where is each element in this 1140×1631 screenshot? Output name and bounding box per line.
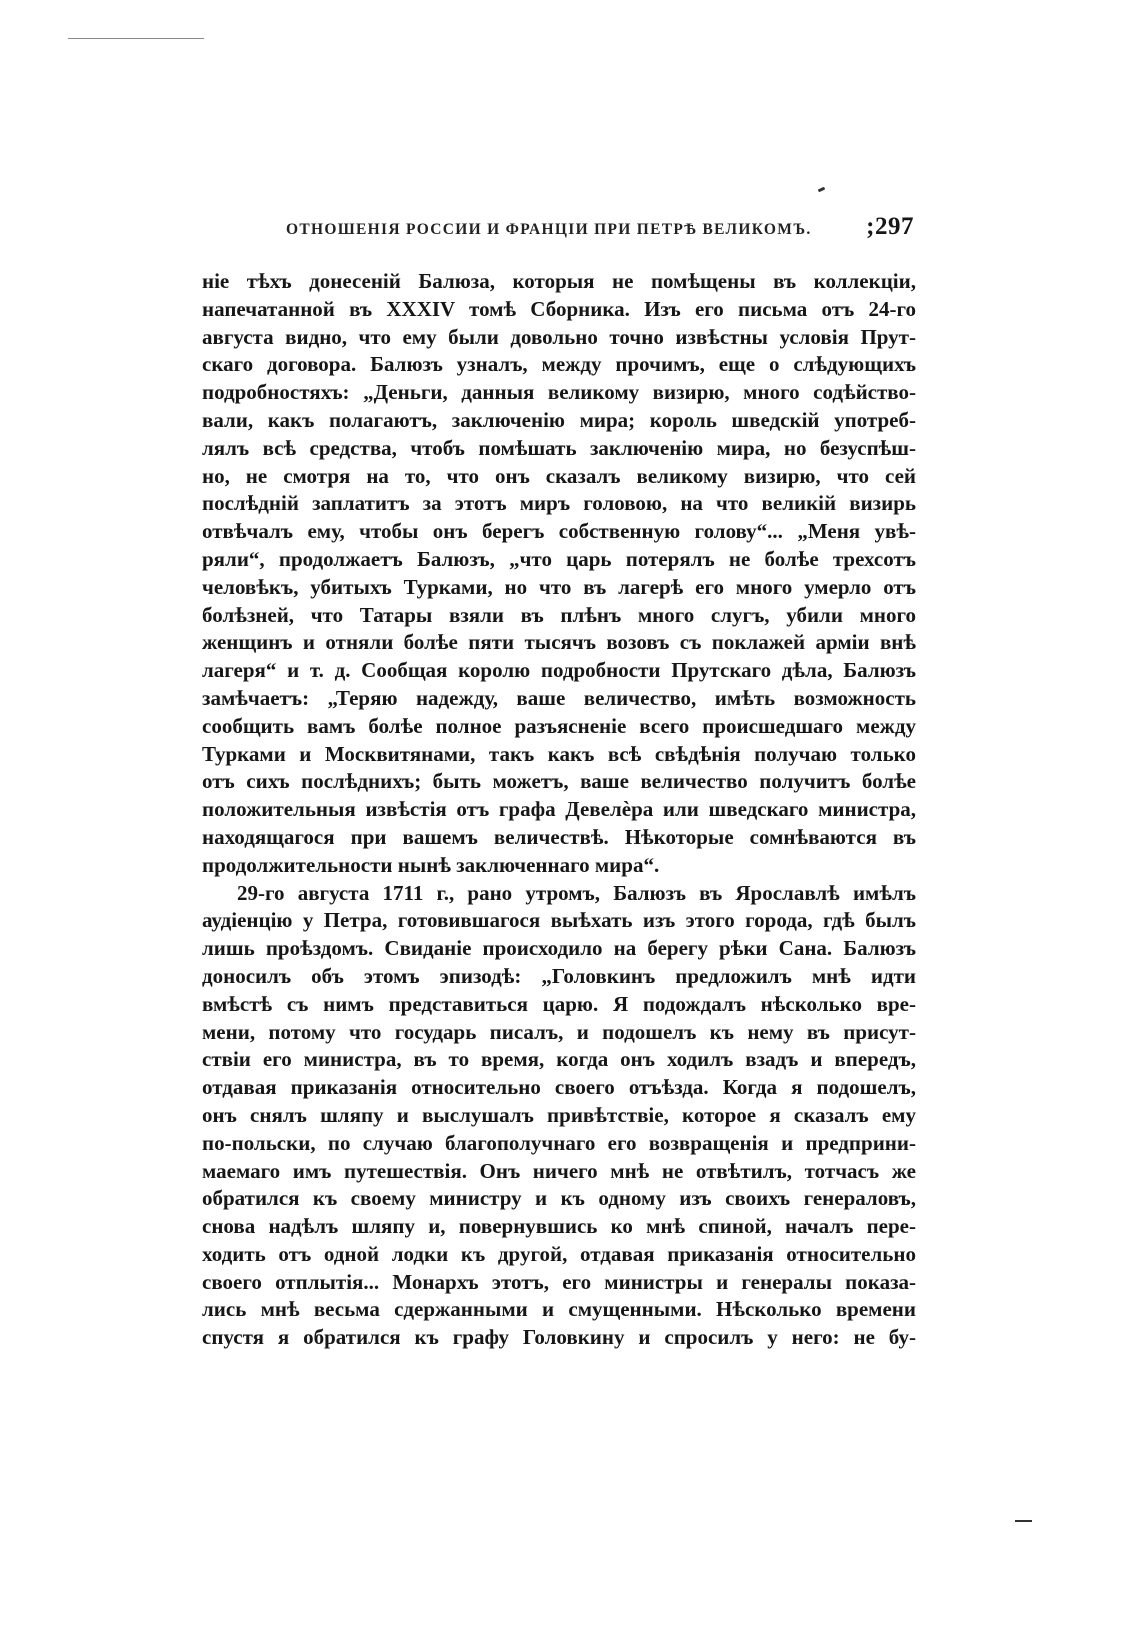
text-line: снова надѣлъ шляпу и, повернувшись ко мнѣ спиной, началъ пере- [202, 1214, 916, 1239]
page-number: ;297 [866, 213, 914, 240]
text-line: находящагося при вашемъ величествѣ. Нѣкоторые сомнѣваются въ [202, 824, 916, 849]
paragraph-2 [202, 880, 916, 1353]
text-line: августа видно, что ему были довольно точно извѣстны условія Прут- [202, 324, 916, 349]
top-rule [68, 38, 204, 39]
text-line: ніе тѣхъ донесеній Балюза, которыя не помѣщены въ коллекціи, [202, 269, 916, 293]
text-line: сообщить вамъ болѣе полное разъясненіе всего происшедшаго между [202, 713, 916, 738]
text-line: но, не смотря на то, что онъ сказалъ великому визирю, что сей [202, 463, 916, 488]
text-line: подробностяхъ: „Деньги, данныя великому визирю, много содѣйство- [202, 380, 916, 405]
text-line: человѣкъ, убитыхъ Турками, но что въ лагерѣ его много умерло отъ [202, 574, 916, 599]
text-line: продолжительности нынѣ заключеннаго мира“. [202, 852, 660, 877]
print-speck [818, 187, 826, 193]
text-line: маемаго имъ путешествія. Онъ ничего мнѣ не отвѣтилъ, тотчасъ же [202, 1158, 916, 1183]
text-line: болѣзней, что Татары взяли въ плѣнъ много слугъ, убили много [202, 602, 916, 627]
text-line: доносилъ объ этомъ эпизодѣ: „Головкинъ предложилъ мнѣ идти [202, 963, 916, 988]
text-line: ствіи его министра, въ то время, когда онъ ходилъ взадъ и впередъ, [202, 1047, 916, 1072]
text-line: послѣдній заплатитъ за этотъ миръ головою, на что великій визирь [202, 491, 916, 516]
text-line: лагеря“ и т. д. Сообщая королю подробности Прутскаго дѣла, Балюзъ [202, 658, 916, 683]
page-body [202, 268, 916, 1352]
text-line: онъ снялъ шляпу и выслушалъ привѣтствіе, которое я сказалъ ему [202, 1102, 916, 1127]
text-line: обратился къ своему министру и къ одному изъ своихъ генераловъ, [202, 1186, 916, 1211]
bottom-mark [1015, 1520, 1032, 1522]
text-line: отвѣчалъ ему, чтобы онъ берегъ собственную голову“... „Меня увѣ- [202, 519, 916, 544]
text-line: вмѣстѣ съ нимъ представиться царю. Я подождалъ нѣсколько вре- [202, 991, 916, 1016]
text-line: спустя я обратился къ графу Головкину и спросилъ у него: не бу- [202, 1325, 916, 1350]
text-line: лишь проѣздомъ. Свиданіе происходило на берегу рѣки Сана. Балюзъ [202, 936, 916, 961]
text-line: аудіенцію у Петра, готовившагося выѣхать изъ этого города, гдѣ былъ [202, 908, 916, 933]
text-line: 29-го августа 1711 г., рано утромъ, Балюзъ въ Ярославлѣ имѣлъ [237, 880, 916, 905]
text-line: скаго договора. Балюзъ узналъ, между прочимъ, еще о слѣдующихъ [202, 352, 916, 377]
text-line: Турками и Москвитянами, такъ какъ всѣ свѣдѣнія получаю только [202, 741, 916, 766]
running-title: ОТНОШЕНІЯ РОССИИ И ФРАНЦІИ ПРИ ПЕТРѢ ВЕЛИКОМЪ. [286, 221, 812, 238]
text-line: лялъ всѣ средства, чтобъ помѣшать заключенію мира, но безуспѣш- [202, 435, 916, 460]
text-line: женщинъ и отняли болѣе пяти тысячъ возовъ съ поклажей арміи внѣ [202, 630, 916, 655]
text-line: напечатанной въ XXXIV томѣ Сборника. Изъ его письма отъ 24-го [202, 296, 916, 321]
text-line: положительныя извѣстія отъ графа Девелѐра или шведскаго министра, [202, 797, 916, 822]
text-line: лись мнѣ весьма сдержанными и смущенными. Нѣсколько времени [202, 1297, 916, 1322]
text-line: отъ сихъ послѣднихъ; быть можетъ, ваше величество получитъ болѣе [202, 769, 916, 794]
text-line: замѣчаетъ: „Теряю надежду, ваше величество, имѣть возможность [202, 685, 916, 710]
text-line: ходить отъ одной лодки къ другой, отдавая приказанія относительно [202, 1241, 916, 1266]
text-line: вали, какъ полагаютъ, заключенію мира; король шведскій употреб- [202, 407, 916, 432]
text-line: мени, потому что государь писалъ, и подошелъ къ нему въ присут- [202, 1019, 916, 1044]
text-line: ряли“, продолжаетъ Балюзъ, „что царь потерялъ не болѣе трехсотъ [202, 546, 916, 571]
text-line: своего отплытія... Монархъ этотъ, его министры и генералы показа- [202, 1269, 916, 1294]
running-head [286, 213, 914, 247]
paragraph-1 [202, 268, 916, 880]
text-line: по-польски, по случаю благополучнаго его возвращенія и предприни- [202, 1130, 916, 1155]
text-line: отдавая приказанія относительно своего отъѣзда. Когда я подошелъ, [202, 1075, 916, 1100]
